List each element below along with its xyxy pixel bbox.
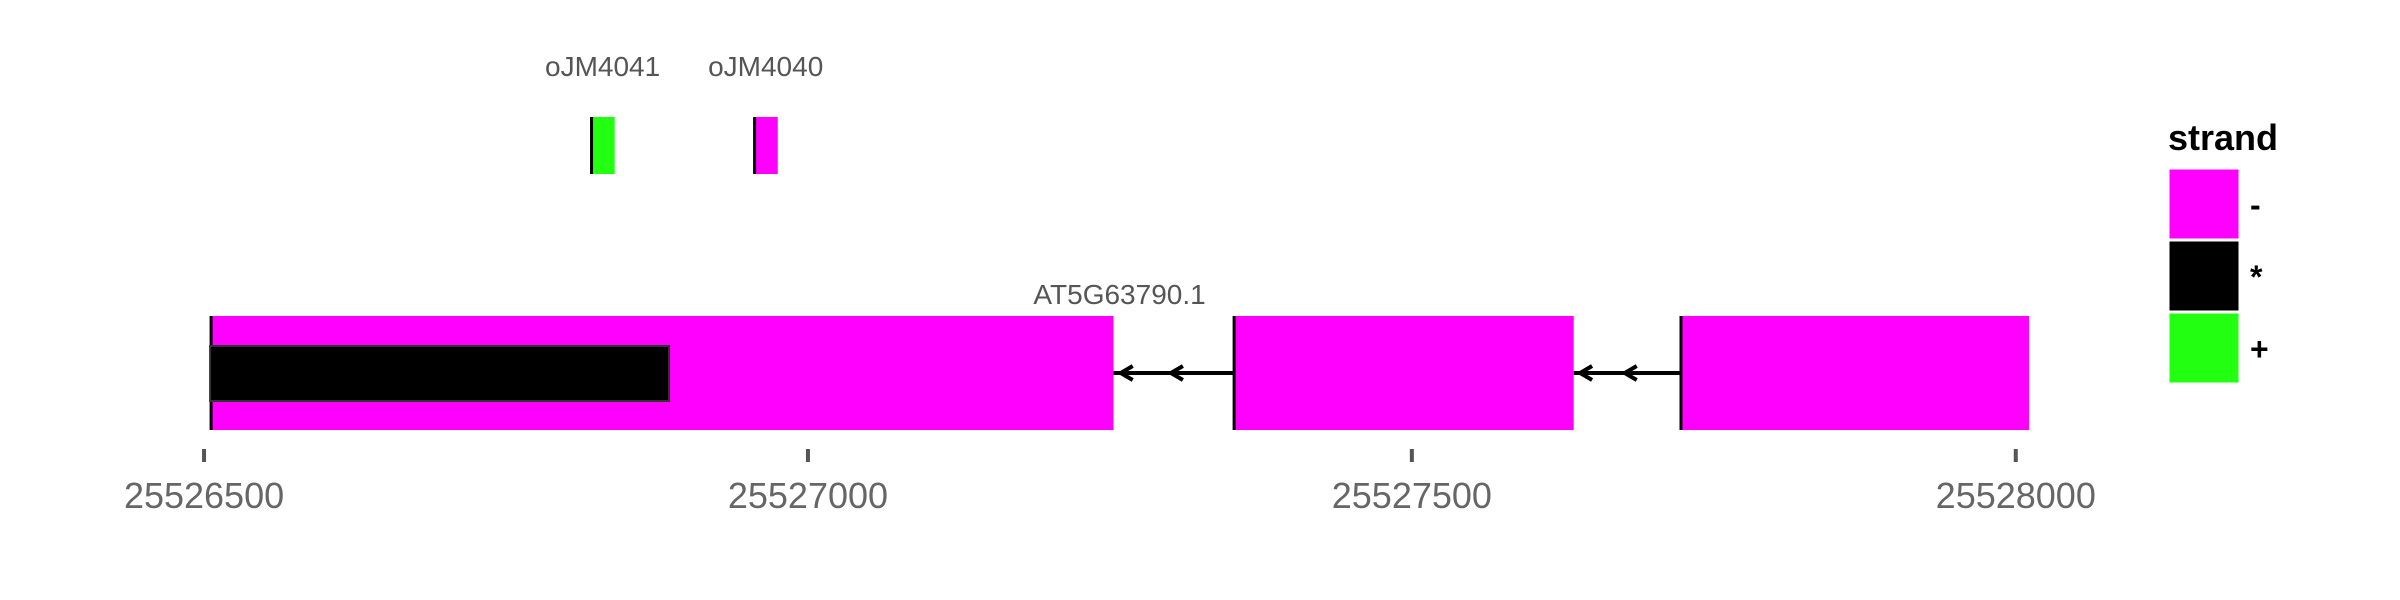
primer-label-oJM4041: oJM4041 <box>545 51 661 82</box>
feature-label-layer <box>545 51 1206 310</box>
exon-3 <box>1680 316 2029 430</box>
legend-label-1: - <box>2250 187 2261 223</box>
legend-key-1 <box>2168 168 2240 240</box>
primer-layer <box>591 117 778 174</box>
primer-oJM4041 <box>591 117 615 174</box>
legend-title: strand <box>2168 117 2279 158</box>
x-tick-label-3: 25527500 <box>1331 475 1492 516</box>
cds-1 <box>210 346 669 401</box>
gene-label: AT5G63790.1 <box>1033 279 1206 310</box>
x-tick-label-4: 25528000 <box>1935 475 2096 516</box>
legend-key-3 <box>2168 312 2240 384</box>
x-axis <box>124 449 2096 516</box>
primer-oJM4040 <box>754 117 778 174</box>
primer-label-oJM4040: oJM4040 <box>708 51 824 82</box>
x-tick-label-2: 25527000 <box>727 475 889 516</box>
x-tick-label-1: 25526500 <box>123 475 285 516</box>
exon-2 <box>1233 316 1574 430</box>
legend-label-2: * <box>2250 259 2263 295</box>
legend-key-2 <box>2168 240 2240 312</box>
legend-label-3: + <box>2250 331 2269 367</box>
legend <box>2168 117 2278 384</box>
